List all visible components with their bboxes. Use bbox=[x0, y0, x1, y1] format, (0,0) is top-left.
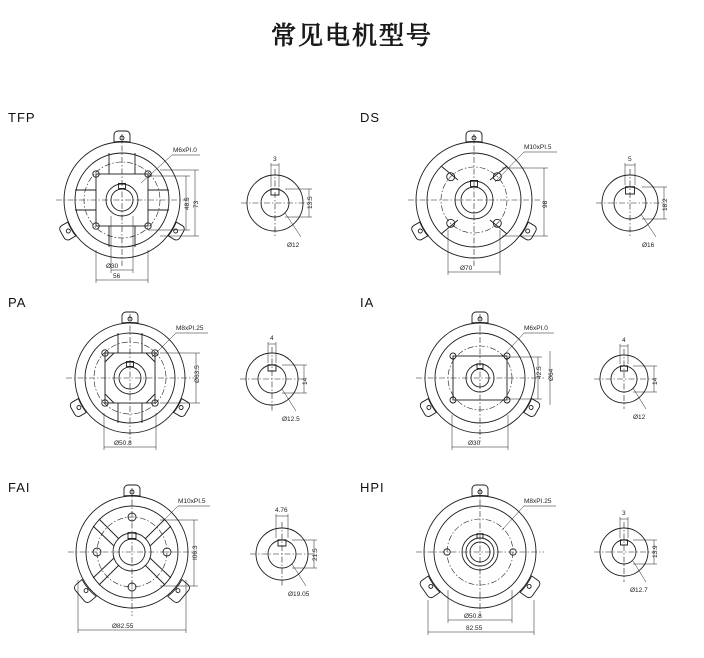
thread-label-fai: M10xPI.5 bbox=[178, 498, 206, 505]
dim-pa-side-4: 4 bbox=[270, 335, 274, 342]
dim-ds-98: 98 bbox=[542, 200, 549, 208]
dim-fai-side-476: 4.76 bbox=[275, 507, 288, 514]
dim-ia-side-d12: Ø12 bbox=[633, 414, 646, 421]
panel-label-pa: PA bbox=[8, 295, 27, 310]
dim-hpi-side-d127: Ø12.7 bbox=[630, 587, 648, 594]
drawing-tfp bbox=[0, 110, 352, 288]
dim-fai-side-d1905: Ø19.05 bbox=[288, 591, 310, 598]
diagram-panel-pa bbox=[0, 295, 352, 473]
dim-ds-side-5: 5 bbox=[628, 156, 632, 163]
panel-label-tfp: TFP bbox=[8, 110, 36, 125]
dim-ia-d64: Ø64 bbox=[548, 368, 555, 381]
diagram-panel-tfp bbox=[0, 110, 352, 288]
dim-ia-425: 42.5 bbox=[536, 366, 543, 379]
dim-hpi-d508: Ø50.8 bbox=[464, 613, 482, 620]
dim-fai-side-215: 21.5 bbox=[312, 548, 319, 561]
panel-label-ia: IA bbox=[360, 295, 375, 310]
dim-pa-side-d125: Ø12.5 bbox=[282, 416, 300, 423]
dim-tfp-d30: Ø30 bbox=[106, 263, 119, 270]
dim-ia-side-14: 14 bbox=[652, 377, 659, 385]
diagram-panel-fai bbox=[0, 480, 352, 658]
dim-tfp-73: 73 bbox=[193, 200, 200, 208]
thread-label-ia: M6xPI.0 bbox=[524, 325, 548, 332]
dim-tfp-side-135: 13.5 bbox=[307, 196, 314, 209]
dim-tfp-side-3: 3 bbox=[273, 156, 277, 163]
thread-label-pa: M8xPI.25 bbox=[176, 325, 204, 332]
dim-hpi-side-139: 13.9 bbox=[652, 545, 659, 558]
panel-label-ds: DS bbox=[360, 110, 381, 125]
drawing-fai bbox=[0, 480, 352, 655]
dim-ia-d30: Ø30 bbox=[468, 440, 481, 447]
drawing-pa bbox=[0, 295, 352, 473]
dim-tfp-56: 56 bbox=[113, 273, 121, 280]
diagram-panel-hpi bbox=[352, 480, 704, 658]
panel-label-fai: FAI bbox=[8, 480, 31, 495]
thread-label-ds: M10xPI.5 bbox=[524, 144, 552, 151]
dim-pa-d508: Ø50.8 bbox=[114, 440, 132, 447]
drawing-ds bbox=[352, 110, 704, 288]
dim-ds-side-d16: Ø16 bbox=[642, 242, 655, 249]
dim-ds-side-182: 18.2 bbox=[662, 198, 669, 211]
dim-pa-d635: Ø63.5 bbox=[194, 365, 201, 383]
dim-tfp-side-d12: Ø12 bbox=[287, 242, 300, 249]
dim-tfp-485: 48.5 bbox=[184, 197, 191, 210]
drawing-ia bbox=[352, 295, 704, 473]
drawing-hpi bbox=[352, 480, 704, 655]
thread-label-hpi: M8xPI.25 bbox=[524, 498, 552, 505]
dim-ia-side-4: 4 bbox=[622, 337, 626, 344]
dim-pa-side-14: 14 bbox=[302, 377, 309, 385]
dim-fai-1063: I06.3 bbox=[192, 545, 199, 560]
thread-label-tfp: M6xPI.0 bbox=[173, 147, 197, 154]
page-title: 常见电机型号 bbox=[270, 22, 433, 50]
panel-label-hpi: HPI bbox=[360, 480, 385, 495]
dim-fai-d8255: Ø82.55 bbox=[112, 623, 134, 630]
dim-hpi-side-3: 3 bbox=[622, 510, 626, 517]
dim-hpi-8255: 82.55 bbox=[466, 625, 483, 632]
diagram-panel-ds bbox=[352, 110, 704, 288]
diagram-panel-ia bbox=[352, 295, 704, 473]
dim-ds-d70: Ø70 bbox=[460, 265, 473, 272]
